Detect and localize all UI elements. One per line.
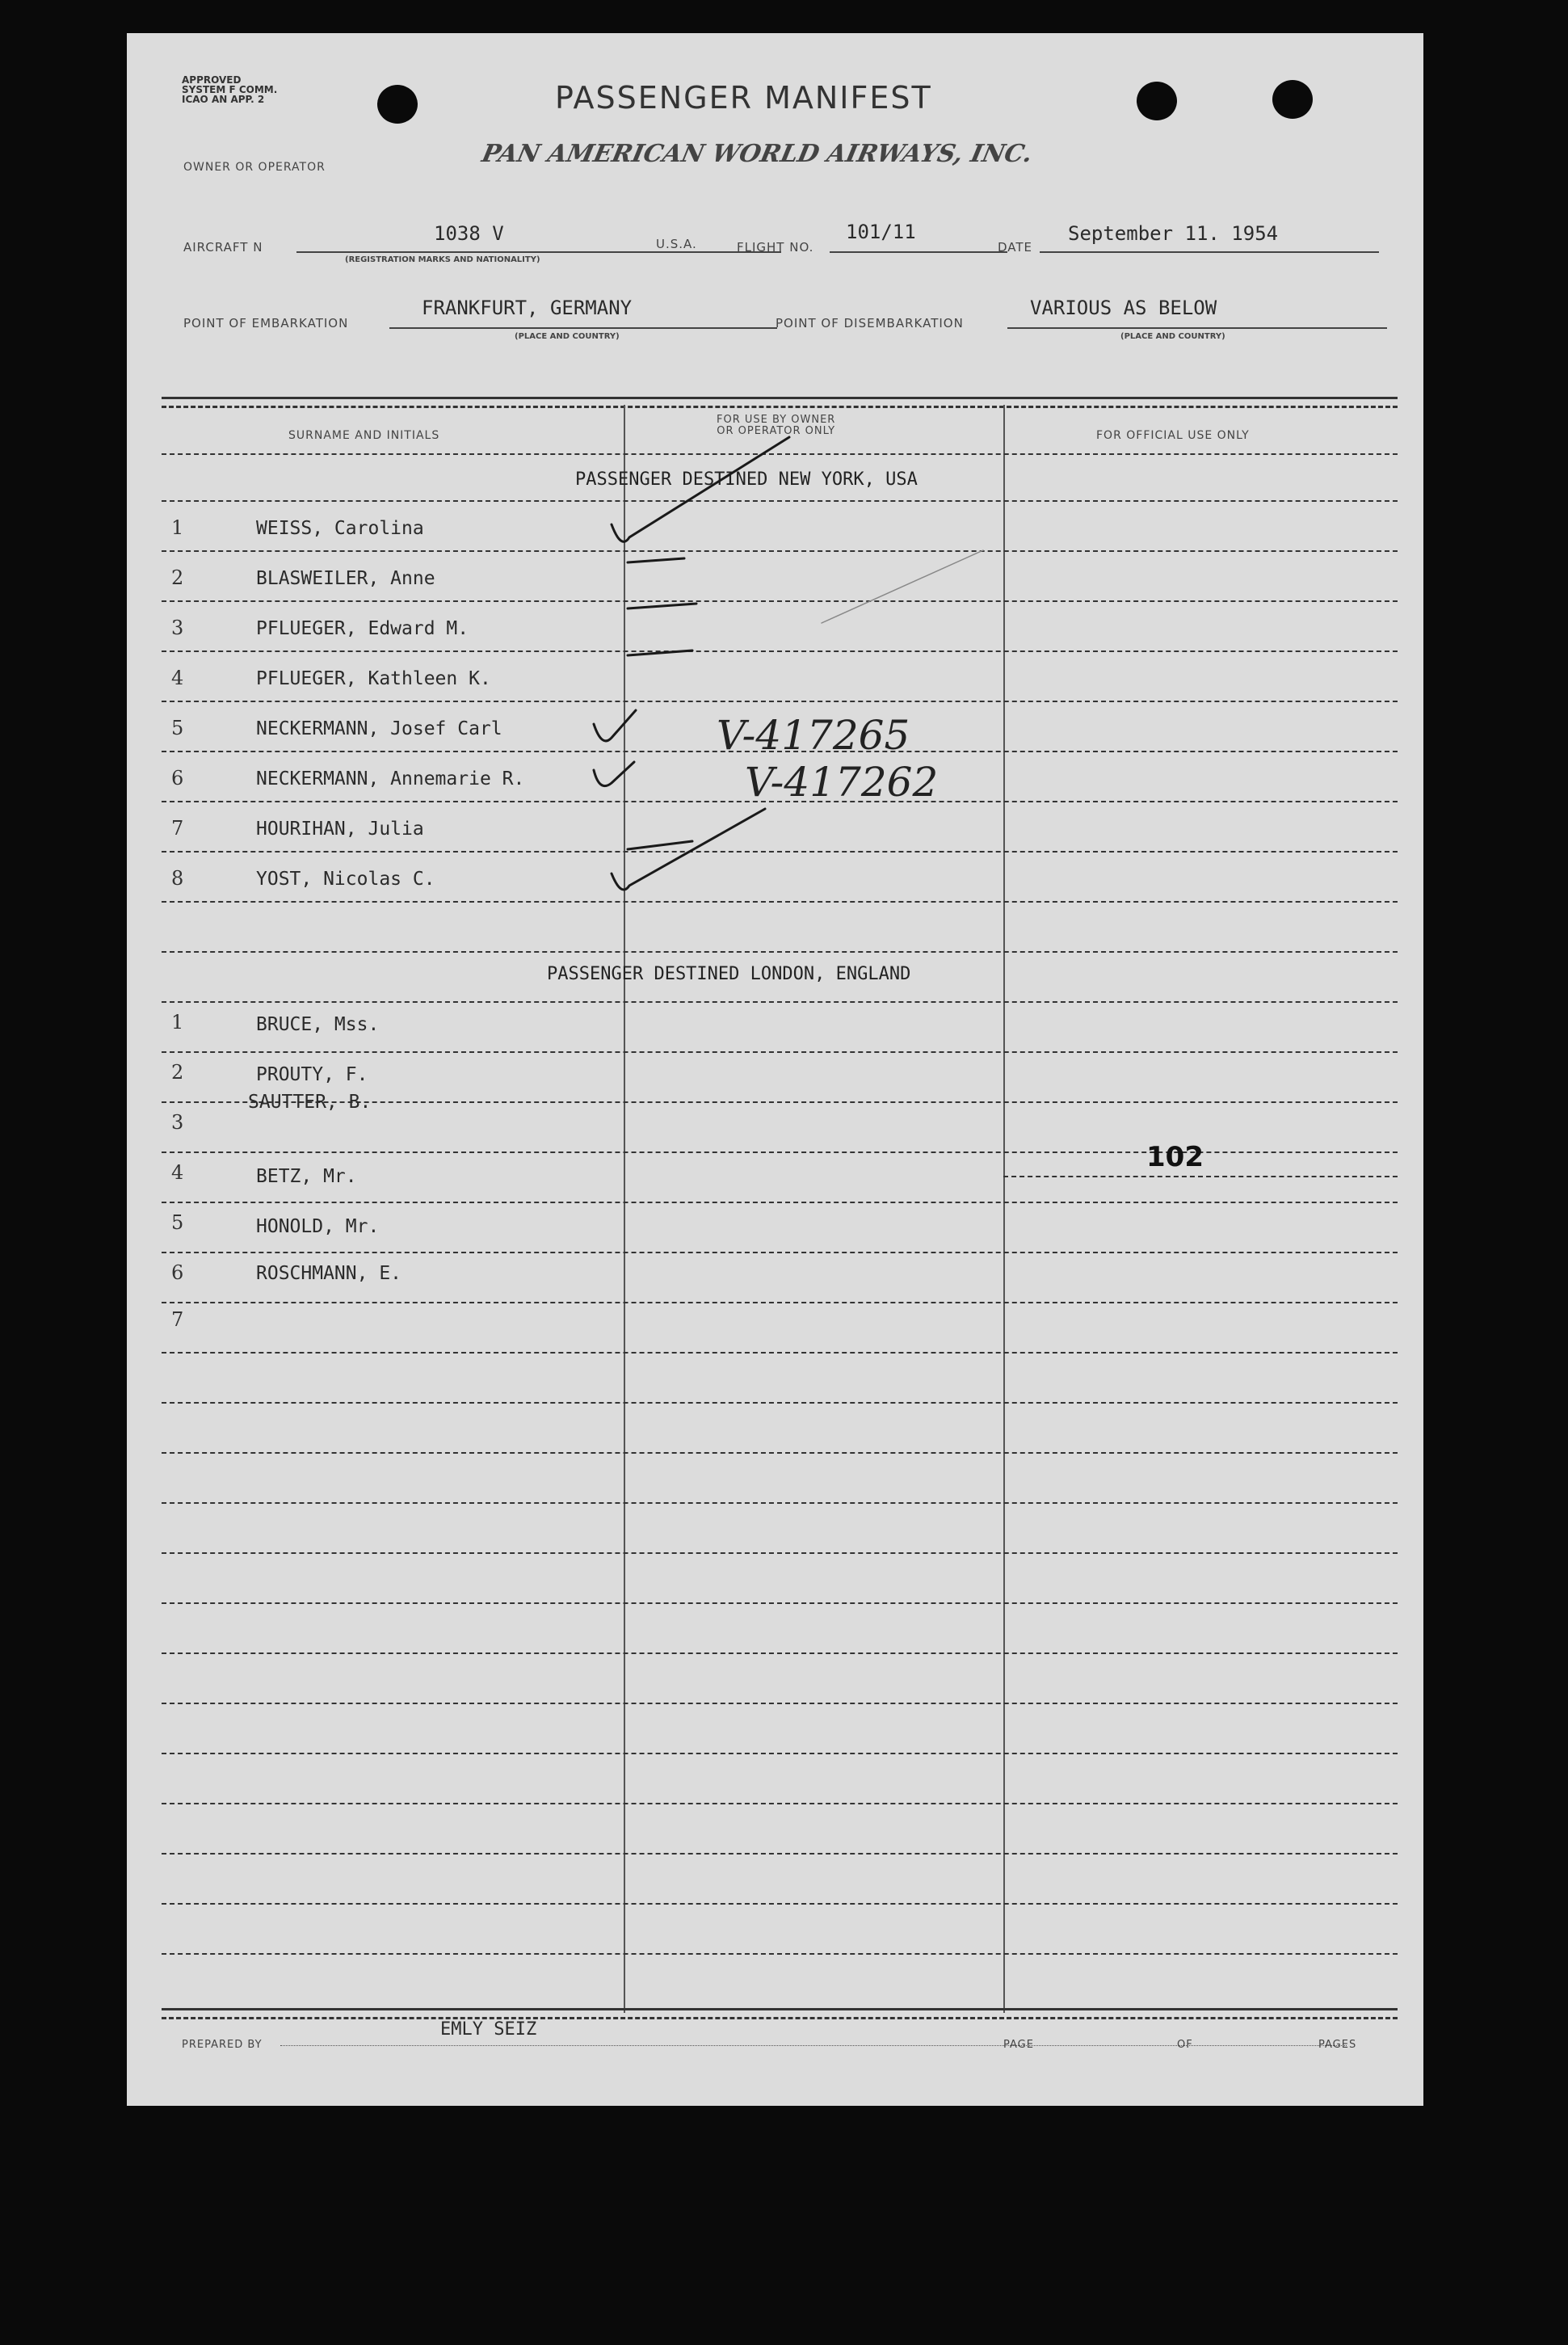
row-rule [162,1552,1398,1554]
page-title: PASSENGER MANIFEST [555,80,932,116]
passenger-name: YOST, Nicolas C. [256,869,435,890]
date-label: DATE [998,240,1033,255]
handwritten-visa-number: V-417265 [717,712,910,759]
row-rule [162,1151,1398,1153]
airline-name: PAN AMERICAN WORLD AIRWAYS, INC. [479,140,1036,168]
col-surname-header: SURNAME AND INITIALS [288,429,440,442]
row-rule [162,1602,1398,1604]
usa-label: U.S.A. [656,237,697,251]
passenger-name: BLASWEILER, Anne [256,568,435,589]
passenger-name: BETZ, Mr. [256,1166,357,1187]
prepared-label: PREPARED BY [182,2039,263,2051]
row-rule [162,1051,1398,1053]
embark-label: POINT OF EMBARKATION [183,316,349,330]
row-number: 6 [171,767,184,789]
passenger-name: PFLUEGER, Edward M. [256,618,469,639]
row-rule [162,1853,1398,1855]
row-number: 5 [171,1211,184,1234]
embark-value: FRANKFURT, GERMANY [422,297,633,319]
registration-caption: (REGISTRATION MARKS AND NATIONALITY) [345,255,540,264]
row-number: 7 [171,817,184,840]
row-rule [162,1202,1398,1203]
row-rule [162,1953,1398,1955]
row-number: 1 [171,1011,184,1034]
disembark-value: VARIOUS AS BELOW [1030,297,1217,319]
passenger-name: NECKERMANN, Annemarie R. [256,768,525,789]
row-rule [162,1753,1398,1754]
page-label: PAGE [1003,2039,1034,2051]
passenger-name: PROUTY, F. [256,1064,368,1085]
row-number: 4 [171,1161,184,1184]
row-rule [162,1903,1398,1905]
row-number: 5 [171,717,184,739]
embark-caption: (PLACE AND COUNTRY) [515,332,620,341]
row-rule [162,1001,1398,1003]
passenger-name: WEISS, Carolina [256,518,424,539]
owner-label: OWNER OR OPERATOR [183,161,326,174]
passenger-name: ROSCHMANN, E. [256,1263,402,1284]
row-rule [162,1302,1398,1303]
passenger-name: SAUTTER, B. [248,1092,372,1113]
manifest-sheet [127,33,1423,2106]
date-value: September 11. 1954 [1068,222,1279,245]
passenger-name: PFLUEGER, Kathleen K. [256,668,491,689]
disembark-label: POINT OF DISEMBARKATION [776,316,964,330]
group-heading-new-york: PASSENGER DESTINED NEW YORK, USA [575,469,918,490]
col-owner-header: FOR USE BY OWNER OR OPERATOR ONLY [717,414,836,437]
aircraft-label: AIRCRAFT N [183,240,263,255]
row-rule [162,1703,1398,1704]
row-number: 2 [171,566,184,589]
pages-label: PAGES [1318,2039,1357,2051]
of-label: OF [1177,2039,1193,2051]
row-number: 3 [171,1111,184,1134]
flight-label: FLIGHT NO. [737,240,814,255]
row-rule [162,951,1398,953]
row-rule [1003,1176,1398,1177]
row-rule [162,1652,1398,1654]
row-rule [162,1252,1398,1253]
row-number: 1 [171,516,184,539]
row-number: 4 [171,667,184,689]
group-heading-london: PASSENGER DESTINED LONDON, ENGLAND [547,964,911,984]
disembark-caption: (PLACE AND COUNTRY) [1120,332,1225,341]
row-number: 3 [171,617,184,639]
row-rule [162,1803,1398,1804]
col-official-header: FOR OFFICIAL USE ONLY [1096,429,1250,442]
table-bottom-rule [162,2008,1398,2019]
row-rule [162,1352,1398,1354]
passenger-name: BRUCE, Mss. [256,1014,380,1035]
row-number: 6 [171,1261,184,1284]
handwritten-visa-number: V-417262 [745,759,939,806]
row-number: 2 [171,1061,184,1084]
row-number: 8 [171,867,184,890]
row-rule [162,1402,1398,1404]
row-rule [162,1502,1398,1504]
official-note: 102 [1146,1141,1204,1173]
row-number: 7 [171,1308,184,1331]
prepared-value: EMLY SEIZ [440,2019,537,2040]
passenger-name: HOURIHAN, Julia [256,819,424,840]
aircraft-value: 1038 V [434,222,504,245]
row-rule [162,1452,1398,1454]
flight-value: 101/11 [846,221,916,243]
passenger-name: NECKERMANN, Josef Carl [256,718,502,739]
passenger-name: HONOLD, Mr. [256,1216,380,1237]
approval-stamp: APPROVED SYSTEM F COMM. ICAO AN APP. 2 [182,74,278,105]
